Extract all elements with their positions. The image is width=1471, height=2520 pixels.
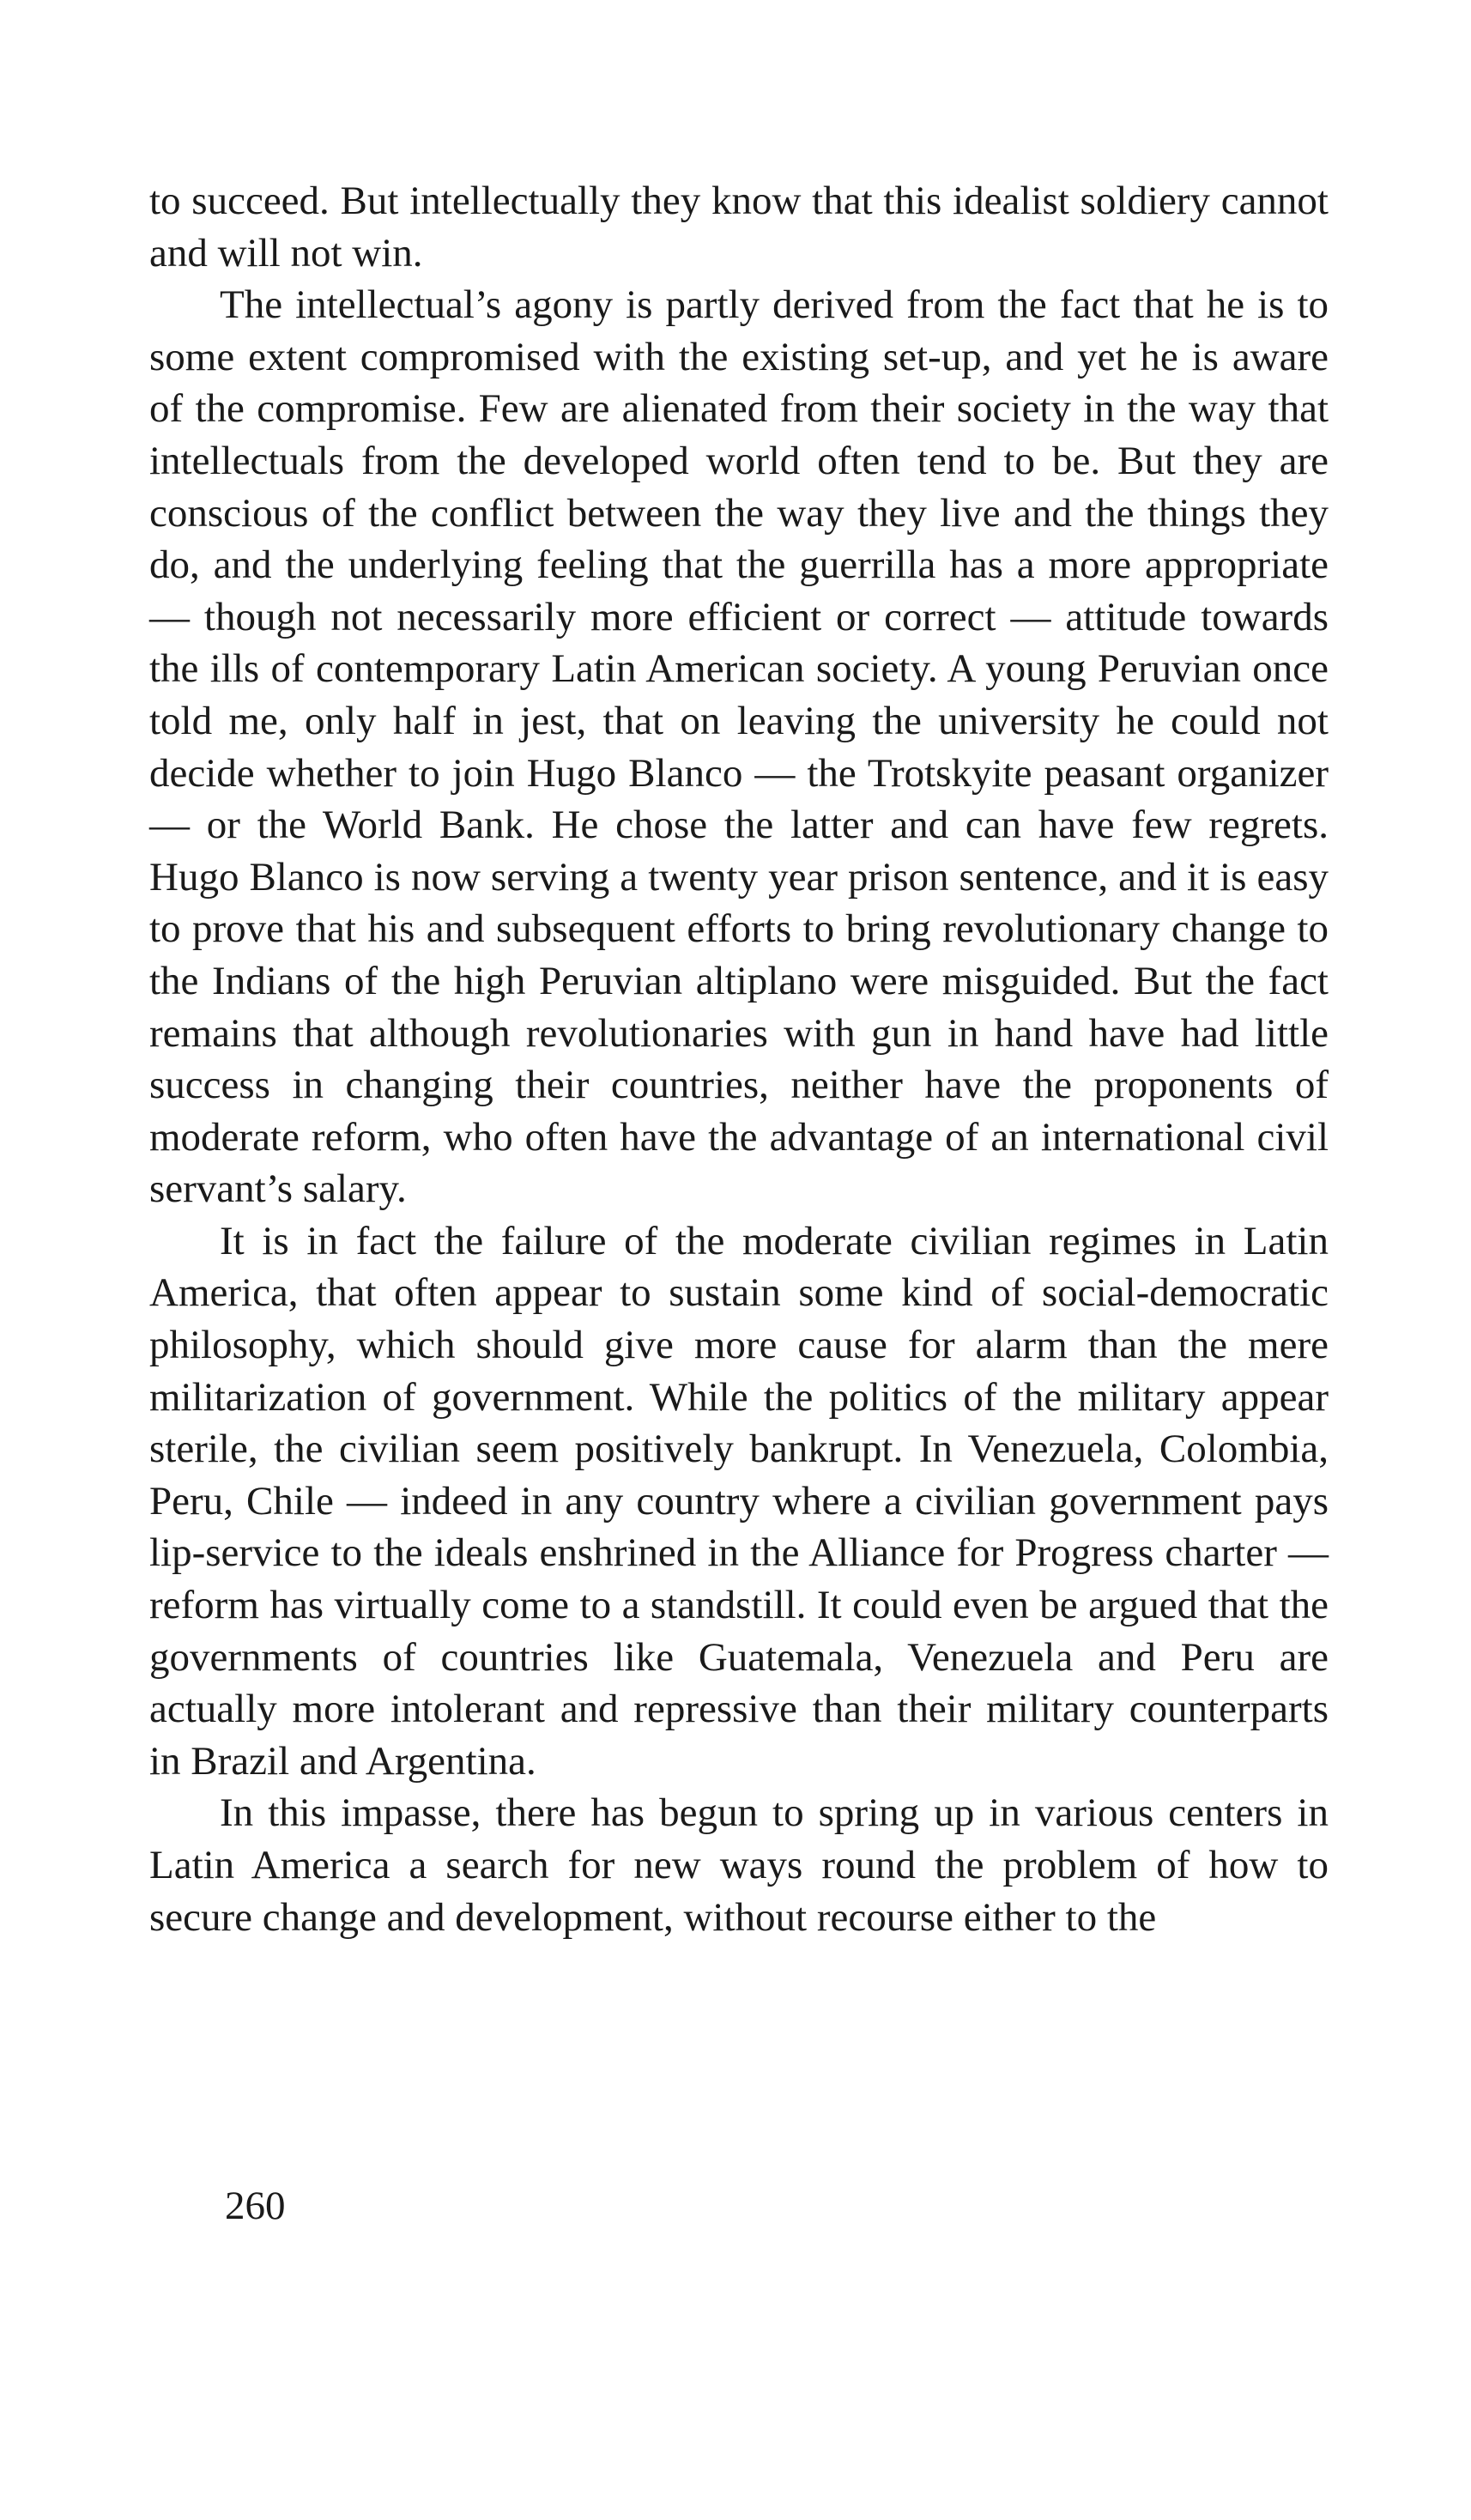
paragraph-continuation: to succeed. But intellectually they know that this idealist soldiery cannot and will not win.	[149, 179, 1329, 276]
paragraph-civilian-regimes: It is in fact the failure of the moderate civilian regimes in Latin America, that often appear to sustain some kind of social-democratic philosophy, which should give more cause for alarm than the mere militarization of government. While the politics of the military appear sterile, the civilian seem positively bankrupt. In Venezuela, Colombia, Peru, Chile — indeed in any country where a civilian government pays lip-service to the ideals enshrined in the Alliance for Progress charter — reform has virtually come to a standstill. It could even be argued that the governments of countries like Guatemala, Venezuela and Peru are actually more intolerant and repressive than their military counterparts in Brazil and Argentina.	[149, 1218, 1329, 1784]
paragraph-intellectual-agony: The intellectual’s agony is partly derived from the fact that he is to some extent compromised with the existing set-up, and yet he is aware of the compromise. Few are alienated from their society in the way that intellectuals from the developed world often tend to be. But they are conscious of the conflict between the way they live and the things they do, and the underlying feeling that the guerrilla has a more appropriate — though not necessarily more efficient or correct — attitude towards the ills of contemporary Latin American society. A young Peruvian once told me, only half in jest, that on leaving the university he could not decide whether to join Hugo Blanco — the Trotskyite peasant organizer — or the World Bank. He chose the latter and can have few regrets. Hugo Blanco is now serving a twenty year prison sentence, and it is easy to prove that his and subsequent efforts to bring revolutionary change to the Indians of the high Peruvian altiplano were misguided. But the fact remains that although revolutionaries with gun in hand have had little success in changing their countries, neither have the proponents of moderate reform, who often have the advantage of an international civil servant’s salary.	[149, 282, 1329, 1212]
paragraph-impasse: In this impasse, there has begun to spring up in various centers in Latin America a search for new ways round the problem of how to secure change and development, without recourse either to the	[149, 1790, 1329, 1940]
page-number: 260	[225, 2184, 286, 2228]
body-text	[149, 175, 1329, 1943]
